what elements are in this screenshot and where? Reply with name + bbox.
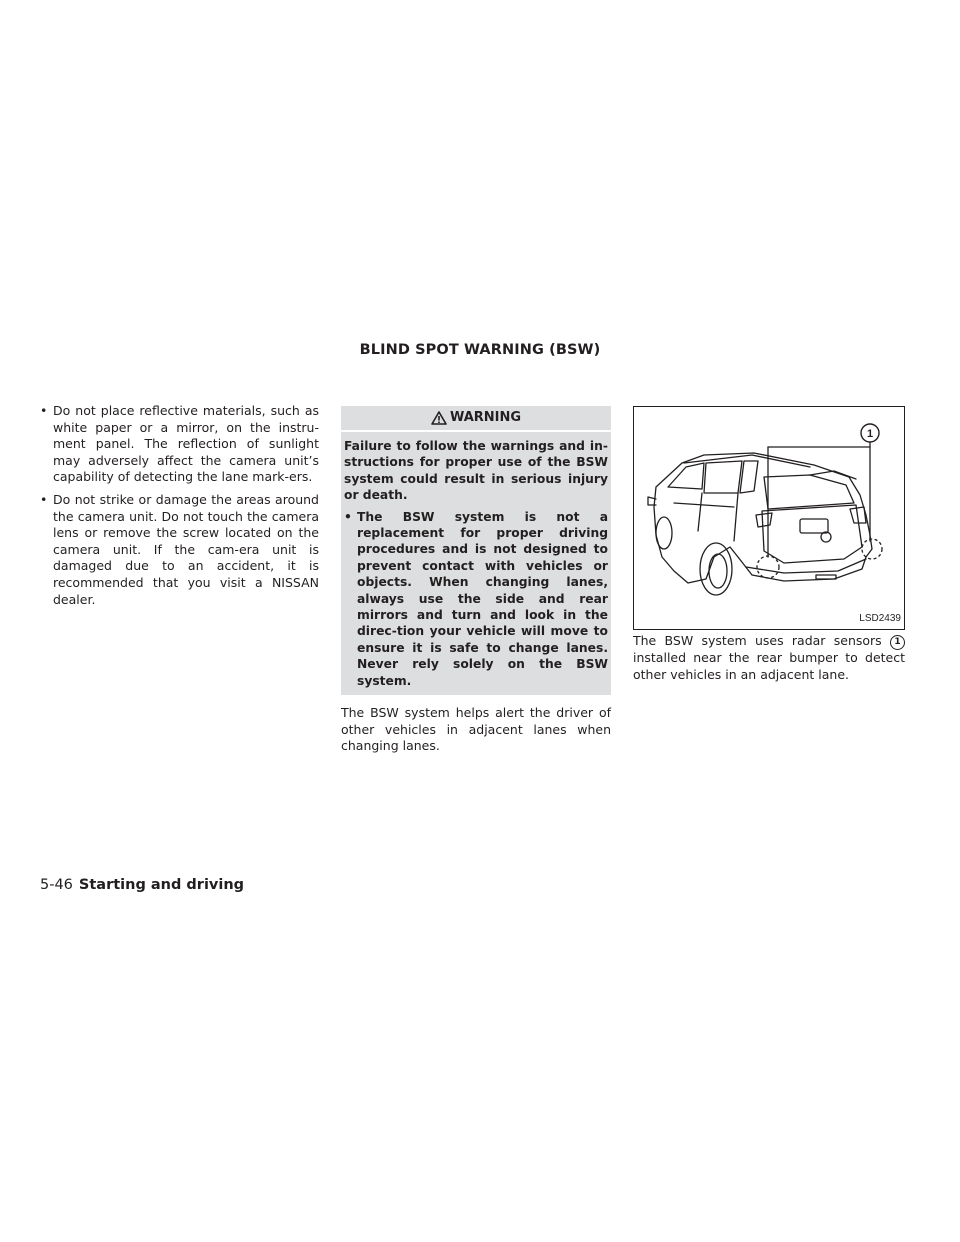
column-3 (633, 406, 905, 683)
warning-bullet-text: The BSW system is not a replacement for proper driving procedures and is not designed to prevent contact with vehicles or objects. When changing lanes, always use the side and rear mirrors and turn and look in the direc-tion your vehicle will move to ensure it is safe to change lanes. Never rely solely on the BSW system. (357, 509, 608, 688)
warning-heading (341, 406, 611, 432)
bullet-text: Do not place reflective materials, such as white paper or a mirror, on the instru-ment panel. The reflection of sunlight may adversely affect the camera unit’s capability of detecting the lane mark-ers. (53, 403, 319, 485)
warning-triangle-icon (431, 411, 447, 425)
page-number: 5-46 (40, 877, 73, 893)
warning-bullet (344, 509, 608, 689)
bullet-dot: • (344, 509, 352, 524)
rear-vehicle-drawing (634, 407, 904, 629)
sensor-text-before: The BSW system uses radar sensors (633, 633, 882, 648)
bullet-text: Do not strike or damage the areas around the camera unit. Do not touch the camera lens or remove the screw located on the camera unit. If the cam-era unit is damaged due to an accident, it is recommended that you visit a NISSAN dealer. (53, 491, 319, 607)
list-item (40, 403, 319, 486)
page-footer (40, 877, 244, 893)
bsw-description: The BSW system helps alert the driver of other vehicles in adjacent lanes when changing lanes. (341, 705, 611, 754)
warning-box (341, 406, 611, 695)
figure-callout: 1 (866, 428, 874, 440)
bullet-dot: • (40, 403, 48, 418)
sensor-text-after: installed near the rear bumper to detect other vehicles in an adjacent lane. (633, 650, 905, 682)
callout-1-icon: 1 (890, 635, 905, 650)
warning-intro: Failure to follow the warnings and in-structions for proper use of the BSW system could result in serious injury or death. (344, 439, 608, 503)
warning-body (341, 432, 611, 689)
column-1 (40, 403, 319, 614)
chapter-title: Starting and driving (78, 877, 245, 893)
list-item (40, 492, 319, 608)
figure-code: LSD2439 (859, 613, 901, 625)
section-title: BLIND SPOT WARNING (BSW) (359, 342, 601, 358)
warning-heading-text: WARNING (449, 409, 522, 425)
column-2 (341, 406, 611, 755)
bullet-dot: • (40, 491, 48, 507)
vehicle-illustration (633, 406, 905, 630)
bsw-sensor-description (633, 633, 905, 683)
